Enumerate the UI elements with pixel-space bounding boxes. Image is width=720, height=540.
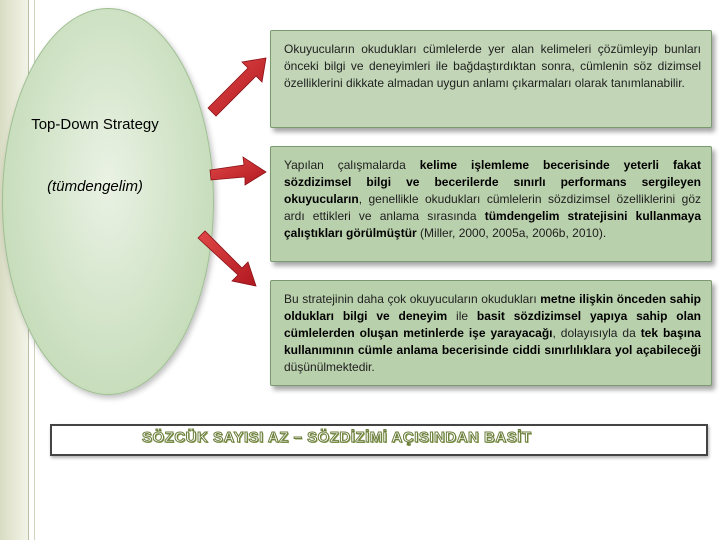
strategy-title: Top-Down Strategy	[31, 116, 159, 133]
strategy-subtitle: (tümdengelim)	[47, 178, 143, 195]
summary-banner-text: SÖZCÜK SAYISI AZ – SÖZDİZİMİ AÇISINDAN BASİT	[142, 429, 532, 446]
summary-banner	[50, 424, 708, 456]
arrow-up-right-icon	[208, 58, 266, 116]
definition-box	[270, 30, 712, 128]
research-box	[270, 146, 712, 262]
box-text-segment: , dolayısıyla da	[552, 326, 641, 340]
box-text-segment: kelime işlemleme becerisinde yeterli fakat sözdizimsel bilgi ve becerilerde sınırlı performans sergileyen okuyucuların	[284, 158, 701, 206]
box-text-segment: (Miller, 2000, 2005a, 2006b, 2010).	[416, 226, 607, 240]
limitation-box	[270, 280, 712, 386]
limitation-text	[284, 292, 701, 374]
box-text-segment: Bu stratejinin daha çok okuyucuların okudukları	[284, 292, 541, 306]
box-text-segment: Yapılan çalışmalarda	[284, 158, 420, 172]
definition-text	[284, 42, 701, 90]
arrow-right-icon	[210, 157, 266, 185]
box-text-segment: düşünülmektedir.	[284, 360, 375, 374]
box-text-segment: metne ilişkin önceden sahip oldukları bilgi ve deneyim	[284, 292, 702, 323]
research-text	[284, 158, 701, 240]
box-text-segment: ile	[447, 309, 477, 323]
box-text-segment: Okuyucuların okudukları cümlelerde yer alan kelimeleri çözümleyip bunları önceki bilgi ve deneyimleri ile bağdaştırdıktan sonra, cümlenin söz dizimsel özelliklerini dikkate almadan uygun anlamı çıkarmaları olarak tanımlanabilir.	[284, 42, 701, 90]
box-text-segment: tümdengelim stratejisini kullanmaya çalıştıkları görülmüştür	[284, 209, 702, 240]
arrow-down-right-icon	[198, 231, 256, 286]
box-text-segment: tek başına kullanımının cümle anlama becerisinde ciddi sınırlılıklara yol açabileceği	[284, 326, 701, 357]
box-text-segment: basit sözdizimsel yapıya sahip olan cümlelerden oluşan metinlerde işe yarayacağı	[284, 309, 701, 340]
box-text-segment: , genellikle okudukları cümlelerin sözdizimsel özelliklerini göz ardı ettikleri ve anlama sırasında	[284, 192, 701, 223]
